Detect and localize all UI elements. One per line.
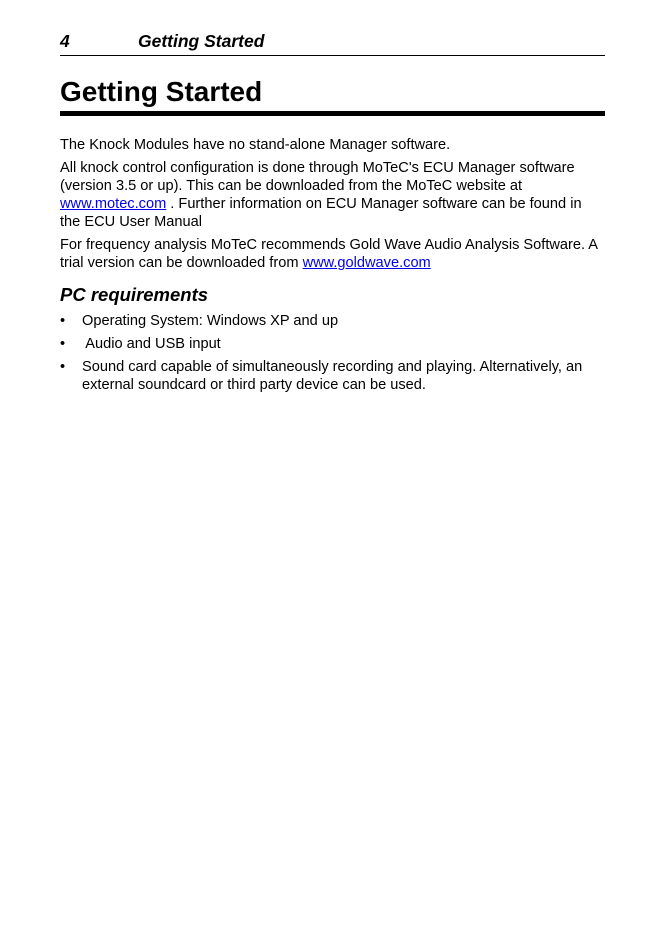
running-header — [60, 30, 605, 56]
running-title: Getting Started — [138, 31, 265, 51]
bullet-icon: • — [60, 359, 66, 375]
body-text — [60, 136, 605, 399]
paragraph-frequency-analysis — [60, 236, 605, 272]
goldwave-website-link[interactable]: www.goldwave.com — [302, 255, 431, 271]
paragraph-ecu-manager — [60, 159, 605, 231]
page-title: Getting Started — [60, 76, 263, 107]
list-item — [60, 358, 605, 394]
title-rule-divider — [60, 111, 605, 116]
paragraph-text: For frequency analysis MoTeC recommends Gold Wave Audio Analysis Software. A trial version can be downloaded from — [60, 237, 598, 271]
paragraph-text: . Further information on ECU Manager software can be found in the ECU User Manual — [60, 196, 582, 230]
pc-requirements-list — [60, 312, 605, 394]
bullet-icon: • — [60, 313, 66, 329]
list-item-text: Sound card capable of simultaneously recording and playing. Alternatively, an external soundcard or third party device can be used. — [82, 359, 583, 393]
motec-website-link[interactable]: www.motec.com — [60, 196, 167, 212]
list-item — [60, 312, 605, 330]
pc-requirements-heading: PC requirements — [60, 284, 209, 305]
list-item-text: Audio and USB input — [82, 336, 221, 352]
paragraph-intro: The Knock Modules have no stand-alone Manager software. — [60, 137, 451, 153]
list-item-text: Operating System: Windows XP and up — [82, 313, 339, 329]
bullet-icon: • — [60, 336, 66, 352]
paragraph-text: All knock control configuration is done through MoTeC's ECU Manager software (version 3.5 or up). This can be downloaded from the MoTeC website at — [60, 160, 575, 194]
list-item — [60, 335, 605, 353]
page-number: 4 — [60, 31, 70, 51]
